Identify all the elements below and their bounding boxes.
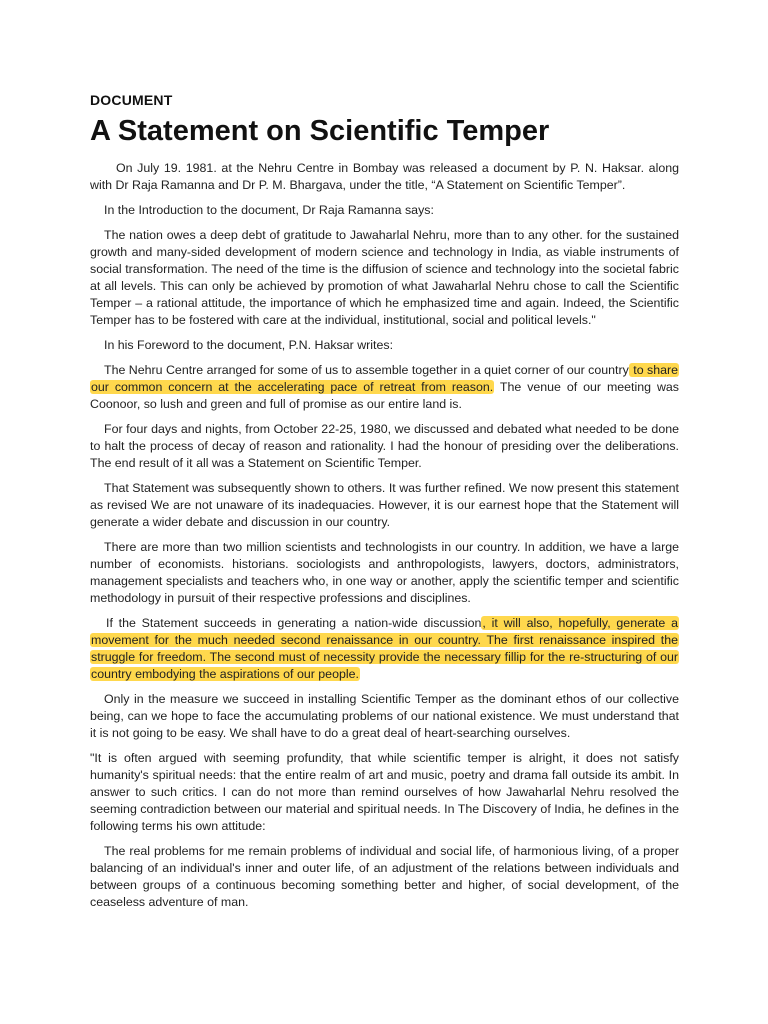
paragraph-collective-being: Only in the measure we succeed in installing Scientific Temper as the dominant ethos of our collective being, can we hope to face the accumulating problems of our national existence. We must understand that it is not going to be easy. We shall have to do a great deal of heart-searching ourselves. [90, 692, 679, 740]
paragraph-real-problems: The real problems for me remain problems of individual and social life, of harmonious living, of a proper balancing of an individual's inner and outer life, of an adjustment of the relations between individuals and between groups of a continuous becoming something better and higher, of social development, of the ceaseless adventure of man. [90, 844, 679, 909]
paragraph-statement-shown: That Statement was subsequently shown to others. It was further refined. We now present this statement as revised We are not unaware of its inadequacies. However, it is our earnest hope that the Statement will generate a wider debate and discussion in our country. [90, 481, 679, 529]
highlighted-text: , it will also, hopefully, generate a movement for the much needed second renaissance in our country. The first renaissance inspired the struggle for freedom. The second must of necessity provide the necessary fillip for the re-structuring of our country embodying the aspirations of our people. [91, 616, 678, 681]
paragraph-text: The venue of our meeting was Coonoor, so lush and green and full of promise as our entire land is. [90, 380, 679, 411]
highlighted-text: to share our common concern at the accelerating pace of retreat from reason. [91, 363, 679, 394]
paragraph-text: The Nehru Centre arranged for some of us to assemble together in a quiet corner of our country [104, 363, 629, 377]
paragraph-nehru-centre [90, 362, 679, 413]
paragraph-renaissance [90, 615, 679, 683]
paragraph-scientists: There are more than two million scientists and technologists in our country. In addition, we have a large number of economists. historians. sociologists and anthropologists, lawyers, doctors, administrators, management specialists and teachers who, in one way or another, apply the scientific temper and scientific methodology in pursuit of their respective professions and disciplines. [90, 540, 679, 605]
paragraph-four-days: For four days and nights, from October 22-25, 1980, we discussed and debated what needed to be done to halt the process of decay of reason and rationality. I had the honour of presiding over the deliberations. The end result of it all was a Statement on Scientific Temper. [90, 422, 679, 470]
document-page [90, 92, 679, 919]
section-label: DOCUMENT [90, 92, 173, 108]
paragraph-spiritual-needs: "It is often argued with seeming profundity, that while scientific temper is alright, it does not satisfy humanity's spiritual needs: that the entire realm of art and music, poetry and drama fall outside its ambit. In answer to such critics. I can do not more than remind ourselves of how Jawaharlal Nehru resolved the seeming contradiction between our material and spiritual needs. In The Discovery of India, he defines in the following terms his own attitude: [90, 751, 679, 833]
paragraph-foreword-lead: In his Foreword to the document, P.N. Haksar writes: [104, 338, 394, 352]
paragraph-text: If the Statement succeeds in generating a nation-wide discussion [106, 616, 482, 630]
paragraph-ramanna-quote: The nation owes a deep debt of gratitude to Jawaharlal Nehru, more than to any other. for the sustained growth and many-sided development of modern science and technology in India, as viable instruments of social transformation. The need of the time is the diffusion of science and technology into the societal fabric at all levels. This can only be achieved by promotion of what Jawaharlal Nehru chose to call the Scientific Temper – a rational attitude, the importance of which he emphasized time and again. Indeed, the Scientific Temper has to be fostered with care at the individual, institutional, social and political levels." [90, 228, 679, 327]
paragraph-intro-lead: In the Introduction to the document, Dr Raja Ramanna says: [104, 203, 434, 217]
paragraph-release: On July 19. 1981. at the Nehru Centre in Bombay was released a document by P. N. Haksar. along with Dr Raja Ramanna and Dr P. M. Bhargava, under the title, “A Statement on Scientific Temper”. [90, 161, 679, 192]
document-title: A Statement on Scientific Temper [90, 115, 550, 147]
